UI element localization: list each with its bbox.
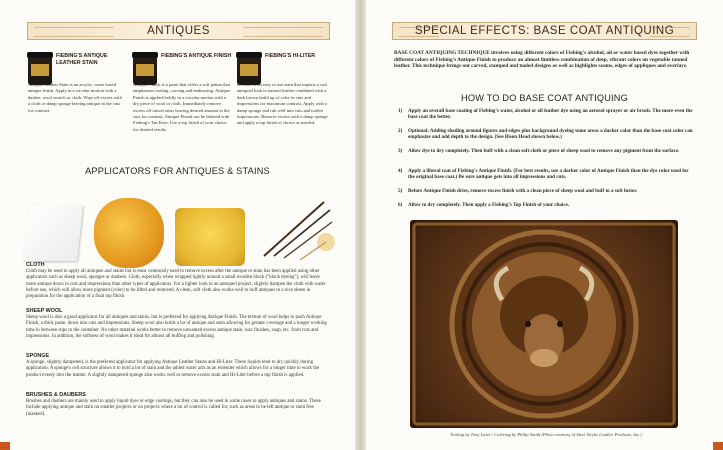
- hi-liter-jar-icon: [237, 55, 261, 85]
- special-effects-banner: [392, 22, 697, 40]
- section-title-cloth: CLOTH: [26, 262, 45, 268]
- book-gutter: [355, 0, 366, 450]
- step-text: Apply an overall base coating of Fiebing's water, alcohol or oil leather dye using an aerosol sprayer or air brush. The more even the base coat the better.: [408, 108, 693, 121]
- section-title-sponge: SPONGE: [26, 353, 50, 359]
- product-name: FIEBING'S HI-LITER: [265, 53, 316, 59]
- finish-jar-icon: [133, 55, 157, 85]
- photo-credit: Tooling by Tony Laier / Coloring by Philip Smith (Photo courtesy of Steel Stryke Leather Products, Inc.): [450, 432, 642, 437]
- section-title-sheep-wool: SHEEP WOOL: [26, 308, 63, 314]
- section-title-brushes-daubers: BRUSHES & DAUBERS: [26, 392, 86, 398]
- section-text-cloth: Cloth may be used to apply all antiques and stains but is most commonly used to remove excess after the antique or stain has been applied using other applicators such as sheep wool, sponges or daubers. Cloth, especially when wrapped tightly around a small wooden block ("block dyeing"), will leave more antique down in cuts and impressions than other types of applicators. For a lighter look to an antiqued project, slightly dampen the cloth with water before use, which will allow more pigment (color) to be lifted and removed. A clean, soft cloth also works well to buff antiques to a nice sheen in preparation for the application of a final top finish.: [26, 269, 326, 300]
- left-page: [0, 0, 355, 450]
- product-description: Antique Leather Stain is an acrylic, water based antique finish. Apply in a circular motion with a dauber, wool swatch or cloth. Wipe off excess with a cloth or damp sponge leaving antique in the cuts for contrast.: [28, 82, 122, 113]
- page-corner-tab: [0, 442, 10, 450]
- right-page: [366, 0, 723, 450]
- step-number: 6): [398, 202, 403, 208]
- stain-jar-icon: [28, 55, 52, 85]
- sheep-wool-image: [94, 198, 164, 268]
- step-text: Allow dye to dry completely. Then buff with a clean soft cloth or piece of sheep wool to remove any pigment from the surface.: [408, 148, 680, 154]
- intro-paragraph: BASE COAT ANTIQUING TECHNIQUE involves using different colors of Fiebing's alcohol, oil or water based dyes together with different colors of Fiebing's Antique Finish to produce an almost limitless combination of deep, vibrant colors on vegetable tanned leather. This technique brings out carved, stamped and tooled designs as well as highlights seams, edges of appliques and overlays.: [394, 50, 690, 70]
- step-number: 2): [398, 128, 403, 134]
- bison-head-image: [410, 220, 678, 428]
- step-number: 1): [398, 108, 403, 114]
- antiques-title: ANTIQUES: [147, 25, 210, 37]
- product-name: FIEBING'S ANTIQUE LEATHER STAIN: [56, 53, 108, 66]
- applicators-heading: APPLICATORS FOR ANTIQUES & STAINS: [85, 166, 270, 176]
- special-effects-title: SPECIAL EFFECTS: BASE COAT ANTIQUING: [414, 25, 675, 37]
- step-text: Before Antique Finish dries, remove excess finish with a clean piece of sheep wool and buff to a soft luster.: [408, 188, 638, 194]
- section-text-brushes-daubers: Brushes and daubers are mainly used to apply liquid dyes or edge coatings, but they can also be used in some cases to apply antiques and stains. These include applying antique and stain on smaller projects or on projects where a lot of control is called for, such as areas to be left antique or stain free (masked).: [26, 399, 321, 417]
- step-number: 4): [398, 168, 403, 174]
- step-text: Allow to dry completely. Then apply a Fiebing's Top Finish of your choice.: [408, 202, 570, 208]
- step-number: 3): [398, 148, 403, 154]
- step-text: Optional: Adding shading around figures and edges plus background dyeing some areas a darker color than the base coat color can emphasize and add depth to the design. (See Bison Head shown below.): [408, 128, 693, 141]
- sponge-image: [175, 208, 245, 266]
- cloth-swatch-image: [23, 205, 83, 261]
- product-name: FIEBING'S ANTIQUE FINISH: [161, 53, 232, 59]
- step-number: 5): [398, 188, 403, 194]
- brushes-daubers-image: [260, 198, 336, 260]
- page-corner-tab: [713, 442, 723, 450]
- bison-plaque-art: [410, 220, 678, 428]
- howto-heading: HOW TO DO BASE COAT ANTIQUING: [461, 93, 628, 103]
- product-description: Antique Finish is a paste that offers a soft patina that emphasizes tooling, carving and embossing. Antique Finish is applied boldly in a circular motion with a dry piece of wool or cloth. Immediately remove excess off raised areas leaving desired amount in the cuts for contrast. Antique Finish can be thinned with Fiebing's Tan Kote. Use a top finish of your choice for desired results.: [133, 82, 230, 132]
- step-text: Apply a liberal coat of Fiebing's Antique Finish. (For best results, use a darker color of Antique Finish than the dye color used for the original base coat.) Be sure antique gets into all impressions and cuts.: [408, 168, 689, 181]
- product-description: Hi-Liter is an easy to use stain that imparts a soft antiqued look to natural leather combined with a dark brown build up of color in cuts and impressions for maximum contrast. Apply with a damp sponge and rub well into cuts and tooled impressions. Remove excess with a damp sponge and apply a top finish of choice as needed.: [237, 82, 328, 126]
- section-text-sponge: A sponge, slightly dampened, is the preferred applicator for applying Antique Leather Stains and Hi-Liter. These liquids tend to dry quickly during application. A sponge's cell structure allows it to hold a lot of stain and the added water acts as an extender which allows for a longer time to work the product evenly into the leather. A slightly dampened sponge also works well to remove excess stain and Hi-Liter before a top finish is applied.: [26, 360, 320, 378]
- section-text-sheep-wool: Sheep wool is also a good applicator for all antiques and stains, but is preferred for applying Antique Finish. The texture of wool helps to push Antique Finish, a thick paste, down into cuts and impressions. Sheep wool also holds a lot of antique and stain allowing for greater coverage and a longer working time in between trips to the container. No other material works better to remove unwanted excess antique stain, wax finishes, soap, etc. from cuts and impressions. In addition, the softness of wool makes it ideal for almost all buffing and polishing.: [26, 315, 327, 339]
- antiques-banner: [27, 22, 330, 40]
